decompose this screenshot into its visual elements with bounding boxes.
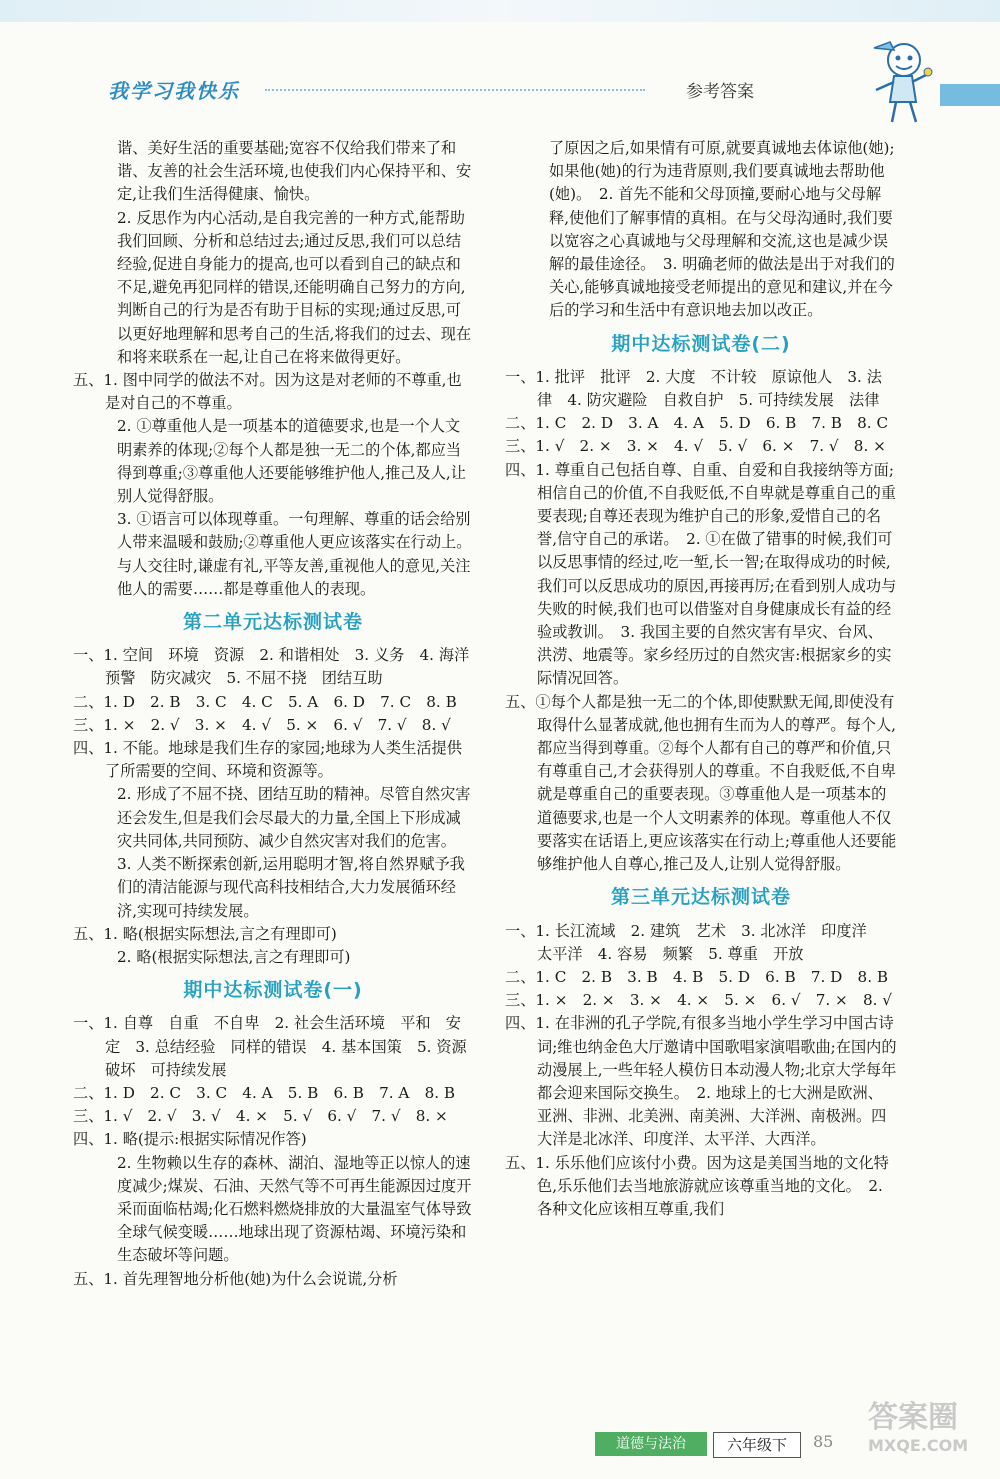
mascot-illustration — [860, 30, 940, 130]
left-answer-column — [73, 137, 485, 1291]
right-answer-paragraph: 二、1. C 2. D 3. A 4. A 5. D 6. B 7. B 8. C — [505, 414, 889, 433]
right-answer-paragraph: 五、1. 乐乐他们应该付小费。因为这是美国当地的文化特色,乐乐他们去当地旅游就应该尊重当地的文化。 2. 各种文化应该相互尊重,我们 — [505, 1153, 889, 1218]
right-answer-paragraph: 四、1. 在非洲的孔子学院,有很多当地小学生学习中国古诗词;维也纳金色大厅邀请中国歌唱家演唱歌曲;在国内的动漫展上,一些年轻人模仿日本动漫人物;北京大学每年都会迎来国际交换生。 2. 地球上的七大洲是欧洲、亚洲、非洲、北美洲、南美洲、大洋洲、南极洲。四大洋是北冰洋、印度洋、太平洋、大西洋。 — [505, 1014, 897, 1149]
left-answer-paragraph: 谐、美好生活的重要基础;宽容不仅给我们带来了和谐、友善的社会生活环境,也使我们内心保持平和、安定,让我们生活得健康、愉快。 — [117, 139, 472, 204]
right-section-heading: 第三单元达标测试卷 — [610, 886, 791, 909]
top-decor-band — [0, 0, 1000, 22]
right-answer-column — [505, 137, 897, 1221]
grade-label: 六年级下 — [713, 1432, 801, 1458]
left-answer-paragraph: 五、1. 图中同学的做法不对。因为这是对老师的不尊重,也是对自己的不尊重。 — [73, 371, 462, 413]
right-answer-paragraph: 三、1. × 2. × 3. × 4. × 5. × 6. √ 7. × 8. √ — [505, 991, 892, 1010]
header-tab-decor — [940, 84, 1000, 106]
left-answer-paragraph: 2. 形成了不屈不挠、团结互助的精神。尽管自然灾害还会发生,但是我们会尽最大的力量,全国上下形成减灾共同体,共同预防、减少自然灾害对我们的危害。 3. 人类不断探索创新,运用聪明才智,将自然界赋予我们的清洁能源与现代高科技相结合,大力发展循环经济,实现可持续发展。 — [117, 785, 471, 920]
right-answer-paragraph: 三、1. √ 2. × 3. × 4. √ 5. √ 6. × 7. √ 8. × — [505, 437, 886, 456]
page-header — [0, 75, 1000, 111]
left-answer-paragraph: 2. ①尊重他人是一项基本的道德要求,也是一个人文明素养的体现;②每个人都是独一无二的个体,都应当得到尊重;③尊重他人还要能够维护他人,推己及人,让别人觉得舒服。 — [117, 417, 466, 506]
left-section-heading: 期中达标测试卷(一) — [183, 979, 363, 1002]
right-section-heading: 期中达标测试卷(二) — [611, 332, 791, 355]
right-answer-paragraph: 一、1. 长江流域 2. 建筑 艺术 3. 北冰洋 印度洋 太平洋 4. 容易 频繁 5. 尊重 开放 — [505, 921, 882, 963]
left-answer-paragraph: 五、1. 首先理智地分析他(她)为什么会说谎,分析 — [73, 1269, 398, 1288]
left-answer-paragraph: 3. ①语言可以体现尊重。一句理解、尊重的话会给别人带来温暖和鼓励;②尊重他人更应该落实在行动上。与人交往时,谦虚有礼,平等友善,重视他人的意见,关注他人的需要……都是尊重他人的表现。 — [117, 510, 472, 598]
left-section-heading: 第二单元达标测试卷 — [182, 611, 363, 634]
header-dotted-line — [265, 89, 645, 91]
watermark-url: MXQE.COM — [868, 1436, 969, 1455]
left-answer-paragraph: 四、1. 不能。地球是我们生存的家园;地球为人类生活提供了所需要的空间、环境和资源等。 — [73, 739, 462, 781]
page-number: 85 — [813, 1432, 834, 1451]
section-title: 参考答案 — [686, 82, 754, 102]
left-answer-paragraph: 四、1. 略(提示:根据实际情况作答) — [73, 1130, 307, 1149]
series-brand: 我学习我快乐 — [108, 79, 240, 103]
right-answer-paragraph: 了原因之后,如果情有可原,就要真诚地去体谅他(她);如果他(她)的行为违背原则,我们要真诚地去帮助他(她)。 2. 首先不能和父母顶撞,要耐心地与父母解释,使他们了解事情的真相。在与父母沟通时,我们要以宽容之心真诚地与父母理解和交流,这也是减少误解的最佳途径。 3. 明确老师的做法是出于对我们的关心,能够真诚地接受老师提出的意见和建议,并在今后的学习和生活中有意识地去加以改正。 — [549, 139, 895, 320]
left-answer-paragraph: 二、1. D 2. C 3. C 4. A 5. B 6. B 7. A 8. B — [73, 1083, 456, 1102]
left-answer-paragraph: 2. 反思作为内心活动,是自我完善的一种方式,能帮助我们回顾、分析和总结过去;通过反思,我们可以总结经验,促进自身能力的提高,也可以看到自己的缺点和不足,避免再犯同样的错误,还能明确自己努力的方向,判断自己的行为是否有助于目标的实现;通过反思,可以更好地理解和思考自己的生活,将我们的过去、现在和将来联系在一起,让自己在将来做得更好。 — [117, 208, 472, 366]
left-answer-paragraph: 二、1. D 2. B 3. C 4. C 5. A 6. D 7. C 8. B — [73, 692, 457, 711]
subject-badge: 道德与法治 — [595, 1432, 707, 1456]
right-answer-paragraph: 二、1. C 2. B 3. B 4. B 5. D 6. B 7. D 8. B — [505, 967, 889, 986]
left-answer-paragraph: 2. 生物赖以生存的森林、湖泊、湿地等正以惊人的速度减少;煤炭、石油、天然气等不可再生能源因过度开采而面临枯竭;化石燃料燃烧排放的大量温室气体导致全球气候变暖……地球出现了资源枯竭、环境污染和生态破坏等问题。 — [117, 1153, 472, 1265]
left-answer-paragraph: 三、1. √ 2. √ 3. √ 4. × 5. √ 6. √ 7. √ 8. × — [73, 1107, 448, 1126]
left-answer-paragraph: 2. 略(根据实际想法,言之有理即可) — [117, 947, 351, 966]
site-watermark — [868, 1400, 993, 1472]
left-answer-paragraph: 三、1. × 2. √ 3. × 4. √ 5. × 6. √ 7. √ 8. √ — [73, 715, 451, 734]
left-answer-paragraph: 五、1. 略(根据实际想法,言之有理即可) — [73, 924, 337, 943]
right-answer-paragraph: 五、①每个人都是独一无二的个体,即使默默无闻,即使没有取得什么显著成就,他也拥有生而为人的尊严。每个人,都应当得到尊重。②每个人都有自己的尊严和价值,只有尊重自己,才会获得别人的尊重。不自我贬低,不自卑就是尊重自己的重要表现。③尊重他人是一项基本的道德要求,也是一个人文明素养的体现。尊重他人不仅要落实在话语上,更应该落实在行动上;尊重他人还要能够维护他人自尊心,推己及人,让别人觉得舒服。 — [505, 692, 897, 874]
watermark-title: 答案圈 — [868, 1400, 958, 1435]
right-answer-paragraph: 一、1. 批评 批评 2. 大度 不计较 原谅他人 3. 法律 4. 防灾避险 自救自护 5. 可持续发展 法律 — [505, 367, 882, 410]
left-answer-paragraph: 一、1. 自尊 自重 不自卑 2. 社会生活环境 平和 安定 3. 总结经验 同样的错误 4. 基本国策 5. 资源破坏 可持续发展 — [73, 1014, 467, 1079]
right-answer-paragraph: 四、1. 尊重自己包括自尊、自重、自爱和自我接纳等方面;相信自己的价值,不自我贬低,不自卑就是尊重自己的重要表现;自尊还表现为维护自己的形象,爱惜自己的名誉,信守自己的承诺。 2. ①在做了错事的时候,我们可以反思事情的经过,吃一堑,长一智;在取得成功的时候,我们可以反思成功的原因,再接再厉;在看到别人成功与失败的时候,我们也可以借鉴对自身健康成长有益的经验或教训。 3. 我国主要的自然灾害有旱灾、台风、洪涝、地震等。家乡经历过的自然灾害:根据家乡的实际情况回答。 — [505, 460, 897, 688]
left-answer-paragraph: 一、1. 空间 环境 资源 2. 和谐相处 3. 义务 4. 海洋 预警 防灾减灾 5. 不屈不挠 团结互助 — [73, 646, 485, 688]
